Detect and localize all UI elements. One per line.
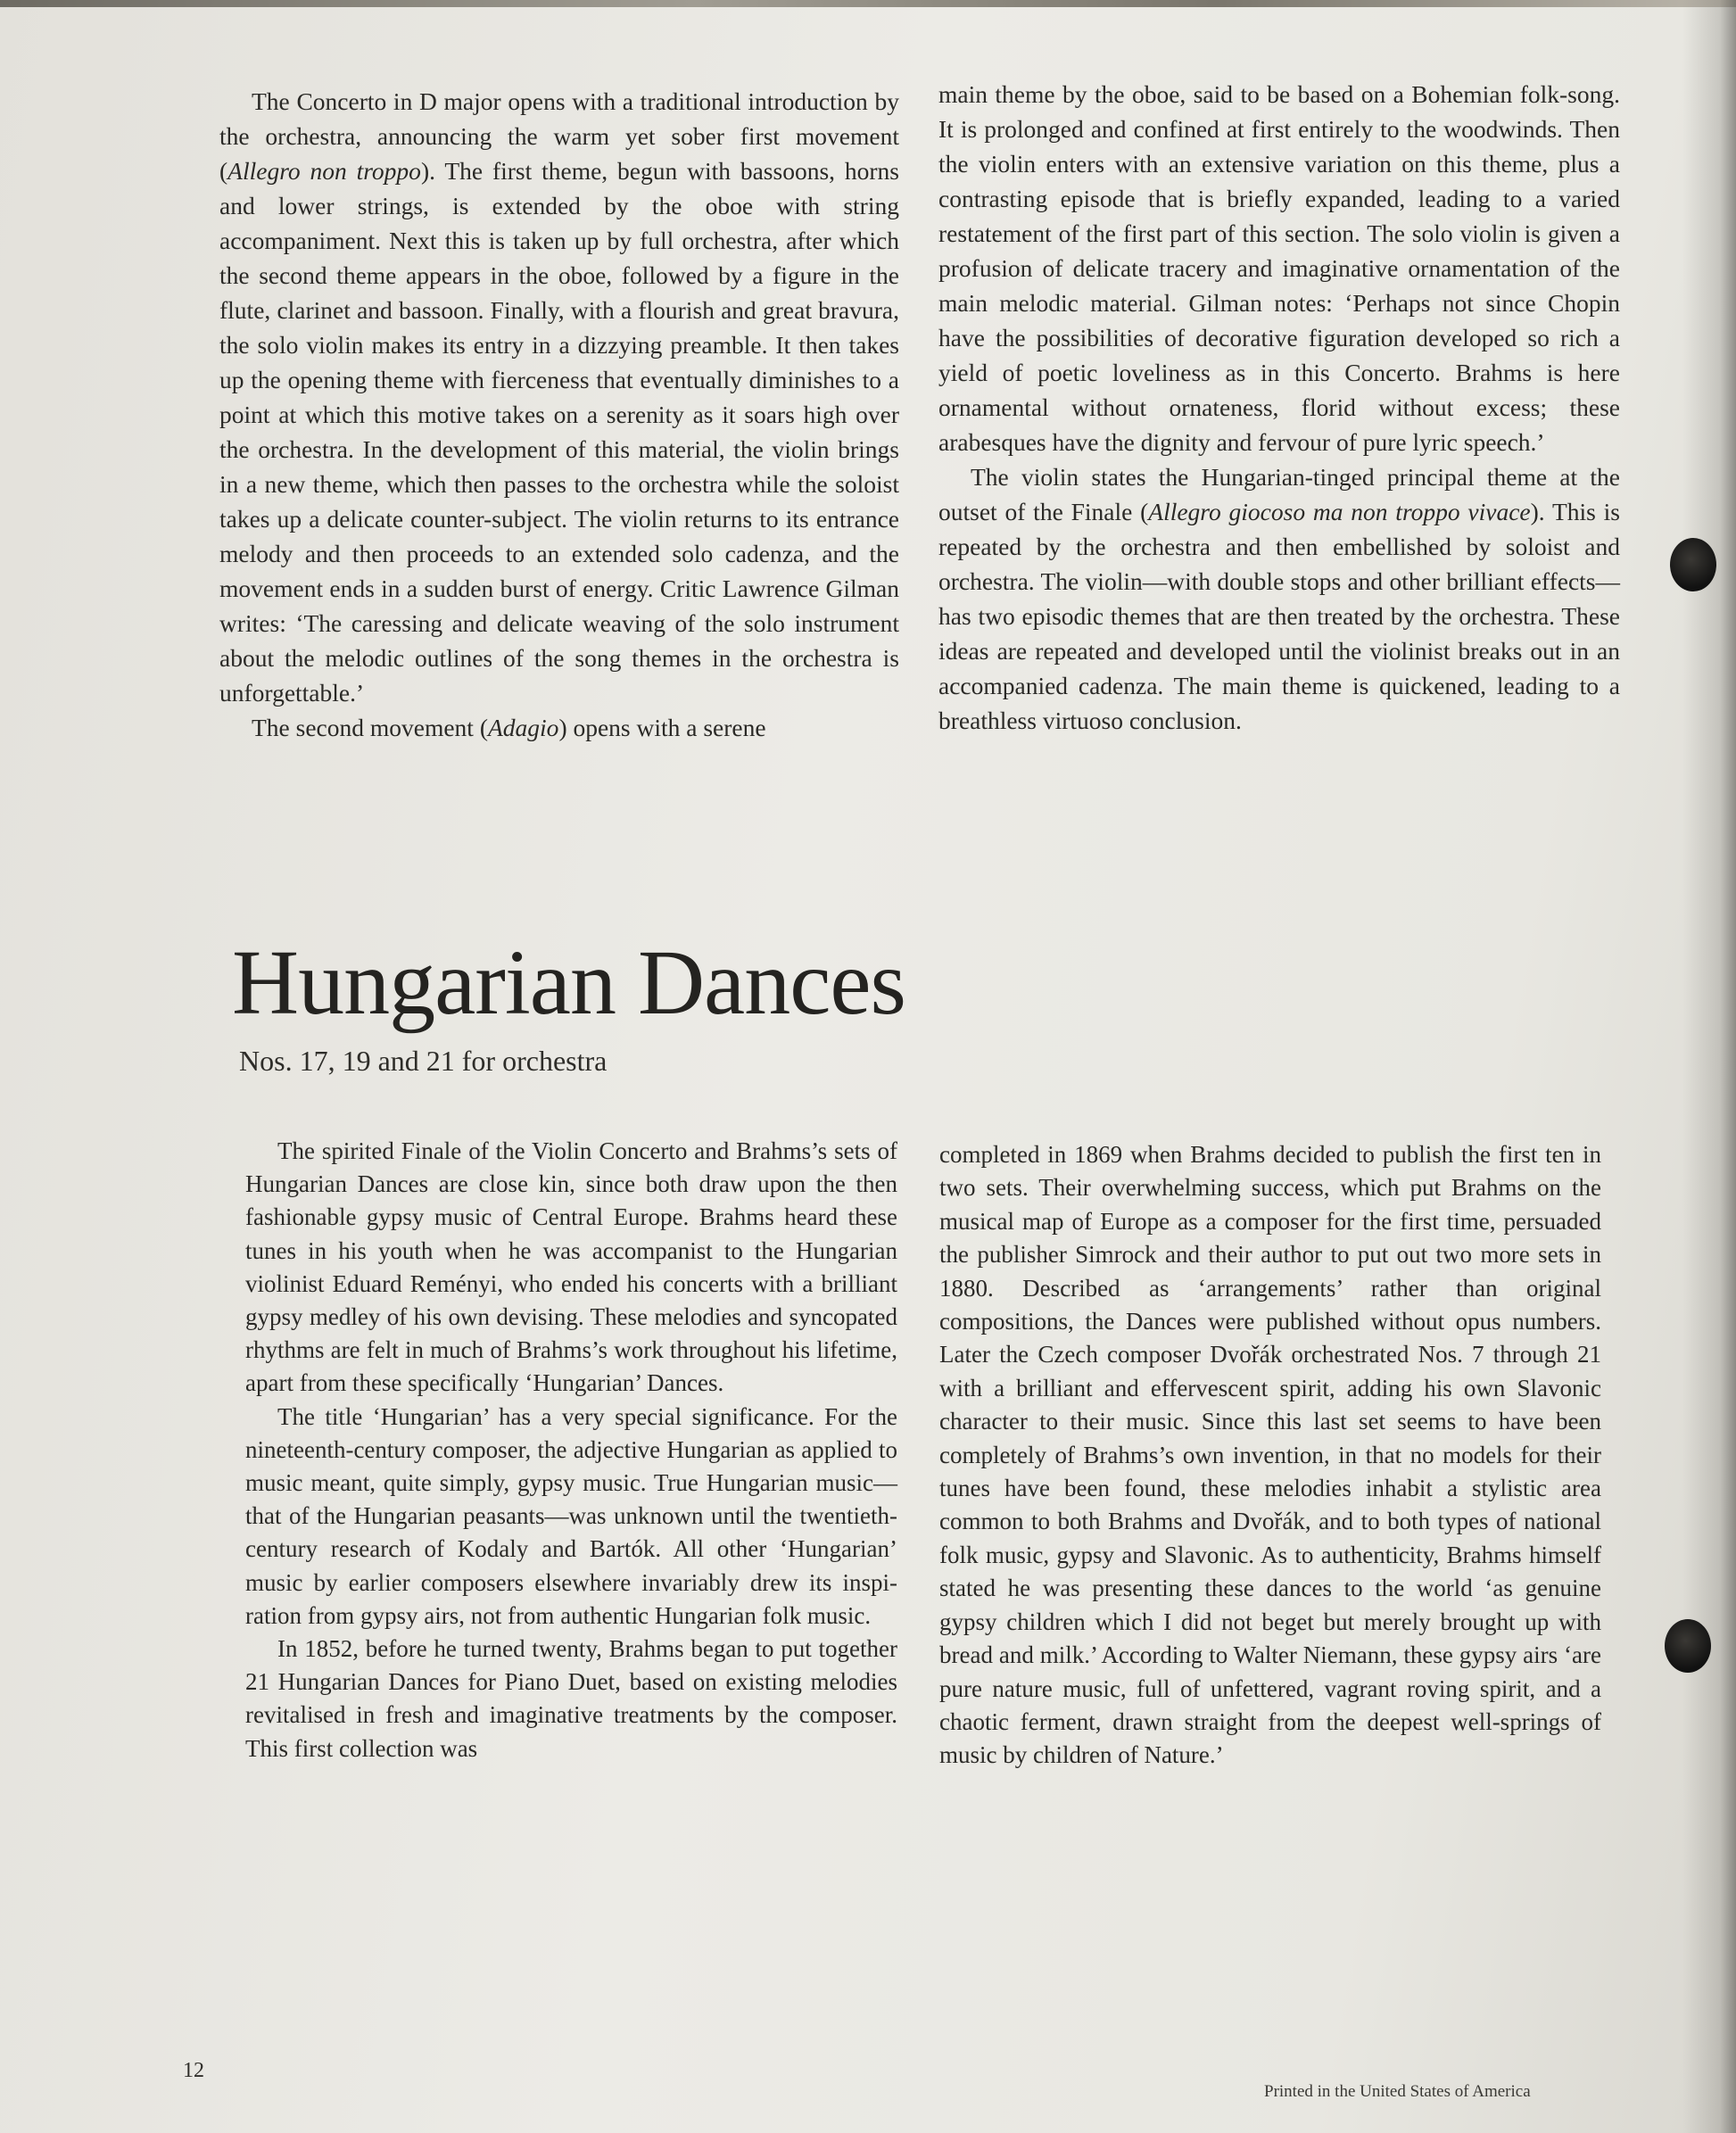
concerto-left-column bbox=[219, 84, 899, 745]
dances-paragraph-1: The spirited Finale of the Violin Concerto and Brahms’s sets of Hungarian Dances are close kin, since both draw upon the then fashionable gypsy music of Central Europe. Brahms heard these tunes in his youth when he was accompanist to the Hungarian violinist Eduard Reményi, who ended his concerts with a brilliant gypsy medley of his own devising. These melodies and syncopated rhythms are felt in much of Brahms’s work throughout his lifetime, apart from these specifically ‘Hungarian’ Dances. bbox=[245, 1137, 897, 1397]
concerto-paragraph-2: The second movement (Adagio) opens with a serene bbox=[252, 714, 766, 741]
concerto-paragraph-3: main theme by the oboe, said to be based on a Bohemian folk-song. It is prolonged and confined at first entirely to the woodwinds. Then the violin enters with an extensive variation on this theme, plus a contrasting episode that is briefly expanded, leading to a varied restatement of the first part of this section. The solo violin is given a profusion of delicate tracery and imaginative ornamentation of the main melodic material. Gilman notes: ‘Perhaps not since Chopin have the possibilities of decorative figuration developed so rich a yield of poetic loveliness as in this Concerto. Brahms is here ornamental without ornateness, florid without excess; these arabesques have the dignity and fervour of pure lyric speech.’ bbox=[938, 80, 1620, 456]
binder-hole-bottom bbox=[1665, 1619, 1711, 1673]
binder-hole-top bbox=[1670, 538, 1716, 591]
section-title: Hungarian Dances bbox=[232, 931, 906, 1034]
concerto-paragraph-4: The violin states the Hungarian-tinged principal theme at the outset of the Finale (Allegro giocoso ma non troppo vivace). This is repeated by the orchestra and then embellished by soloist and orchestra. The violin—with double stops and other brilliant effects—has two episodic themes that are then treated by the orchestra. These ideas are repeated and developed until the violinist breaks out in an accompanied cadenza. The main theme is quickened, leading to a breathless virtuoso conclusion. bbox=[938, 463, 1620, 734]
dances-paragraph-3: In 1852, before he turned twenty, Brahms began to put together 21 Hungarian Dances for Piano Duet, based on existing melodies revitalised in fresh and imaginative treatments by the composer. This first collection was bbox=[245, 1635, 897, 1762]
dances-paragraph-4: completed in 1869 when Brahms decided to publish the first ten in two sets. Their overwhelming success, which put Brahms on the musical map of Europe as a composer for the first time, persuaded the publisher Simrock and their author to put out two more sets in 1880. Described as ‘arrangements’ rather than original compositions, the Dances were published without opus numbers. Later the Czech composer Dvořák orchestrated Nos. 7 through 21 with a brilliant and effervescent spirit, adding his own Slavonic character to their music. Since this last set seems to have been completely of Brahms’s own invention, in that no models for their tunes have been found, these melodies inhabit a stylistic area common to both Brahms and Dvořák, and to both types of national folk music, gypsy and Slavonic. As to authenticity, Brahms himself stated he was presenting these dances to the world ‘as genuine gypsy children which I did not beget but merely brought up with bread and milk.’ According to Walter Niemann, these gypsy airs ‘are pure nature music, full of unfettered, vagrant roving spirit, and a chaotic ferment, drawn straight from the deepest well-springs of music by children of Nature.’ bbox=[939, 1141, 1601, 1769]
section-subtitle: Nos. 17, 19 and 21 for orchestra bbox=[239, 1045, 608, 1077]
dances-right-column bbox=[939, 1138, 1601, 1773]
concerto-right-column bbox=[938, 77, 1620, 738]
printed-notice: Printed in the United States of America bbox=[1264, 2082, 1531, 2101]
dances-left-column bbox=[245, 1135, 897, 1765]
dances-paragraph-2: The title ‘Hungarian’ has a very special significance. For the nineteenth-century composer, the adjective Hungarian as applied to music meant, quite simply, gypsy music. True Hungarian music—that of the Hungarian peasants—was unknown until the twentieth-century research of Kodaly and Bartók. All other ‘Hungarian’ music by earlier composers elsewhere invariably drew its inspiration from gypsy airs, not from authentic Hungarian folk music. bbox=[245, 1402, 897, 1629]
concerto-paragraph-1: The Concerto in D major opens with a traditional introduction by the orchestra, announcing the warm yet sober first movement (Allegro non troppo). The first theme, begun with bassoons, horns and lower strings, is extended by the oboe with string accompaniment. Next this is taken up by full orchestra, after which the second theme appears in the oboe, followed by a figure in the flute, clarinet and bassoon. Finally, with a flourish and great bravura, the solo violin makes its entry in a dizzying preamble. It then takes up the opening theme with fierceness that eventually diminishes to a point at which this motive takes on a serenity as it soars high over the orchestra. In the development of this material, the violin brings in a new theme, which then passes to the orchestra while the soloist takes up a delicate counter-subject. The violin returns to its entrance melody and then proceeds to an extended solo cadenza, and the movement ends in a sudden burst of energy. Critic Lawrence Gilman writes: ‘The caressing and delicate weaving of the solo instrument about the melodic outlines of the song themes in the orchestra is unforgettable.’ bbox=[219, 87, 899, 707]
page-right-fold-shadow bbox=[1682, 0, 1736, 2133]
page-number: 12 bbox=[183, 2059, 204, 2082]
page-top-edge bbox=[0, 0, 1736, 7]
